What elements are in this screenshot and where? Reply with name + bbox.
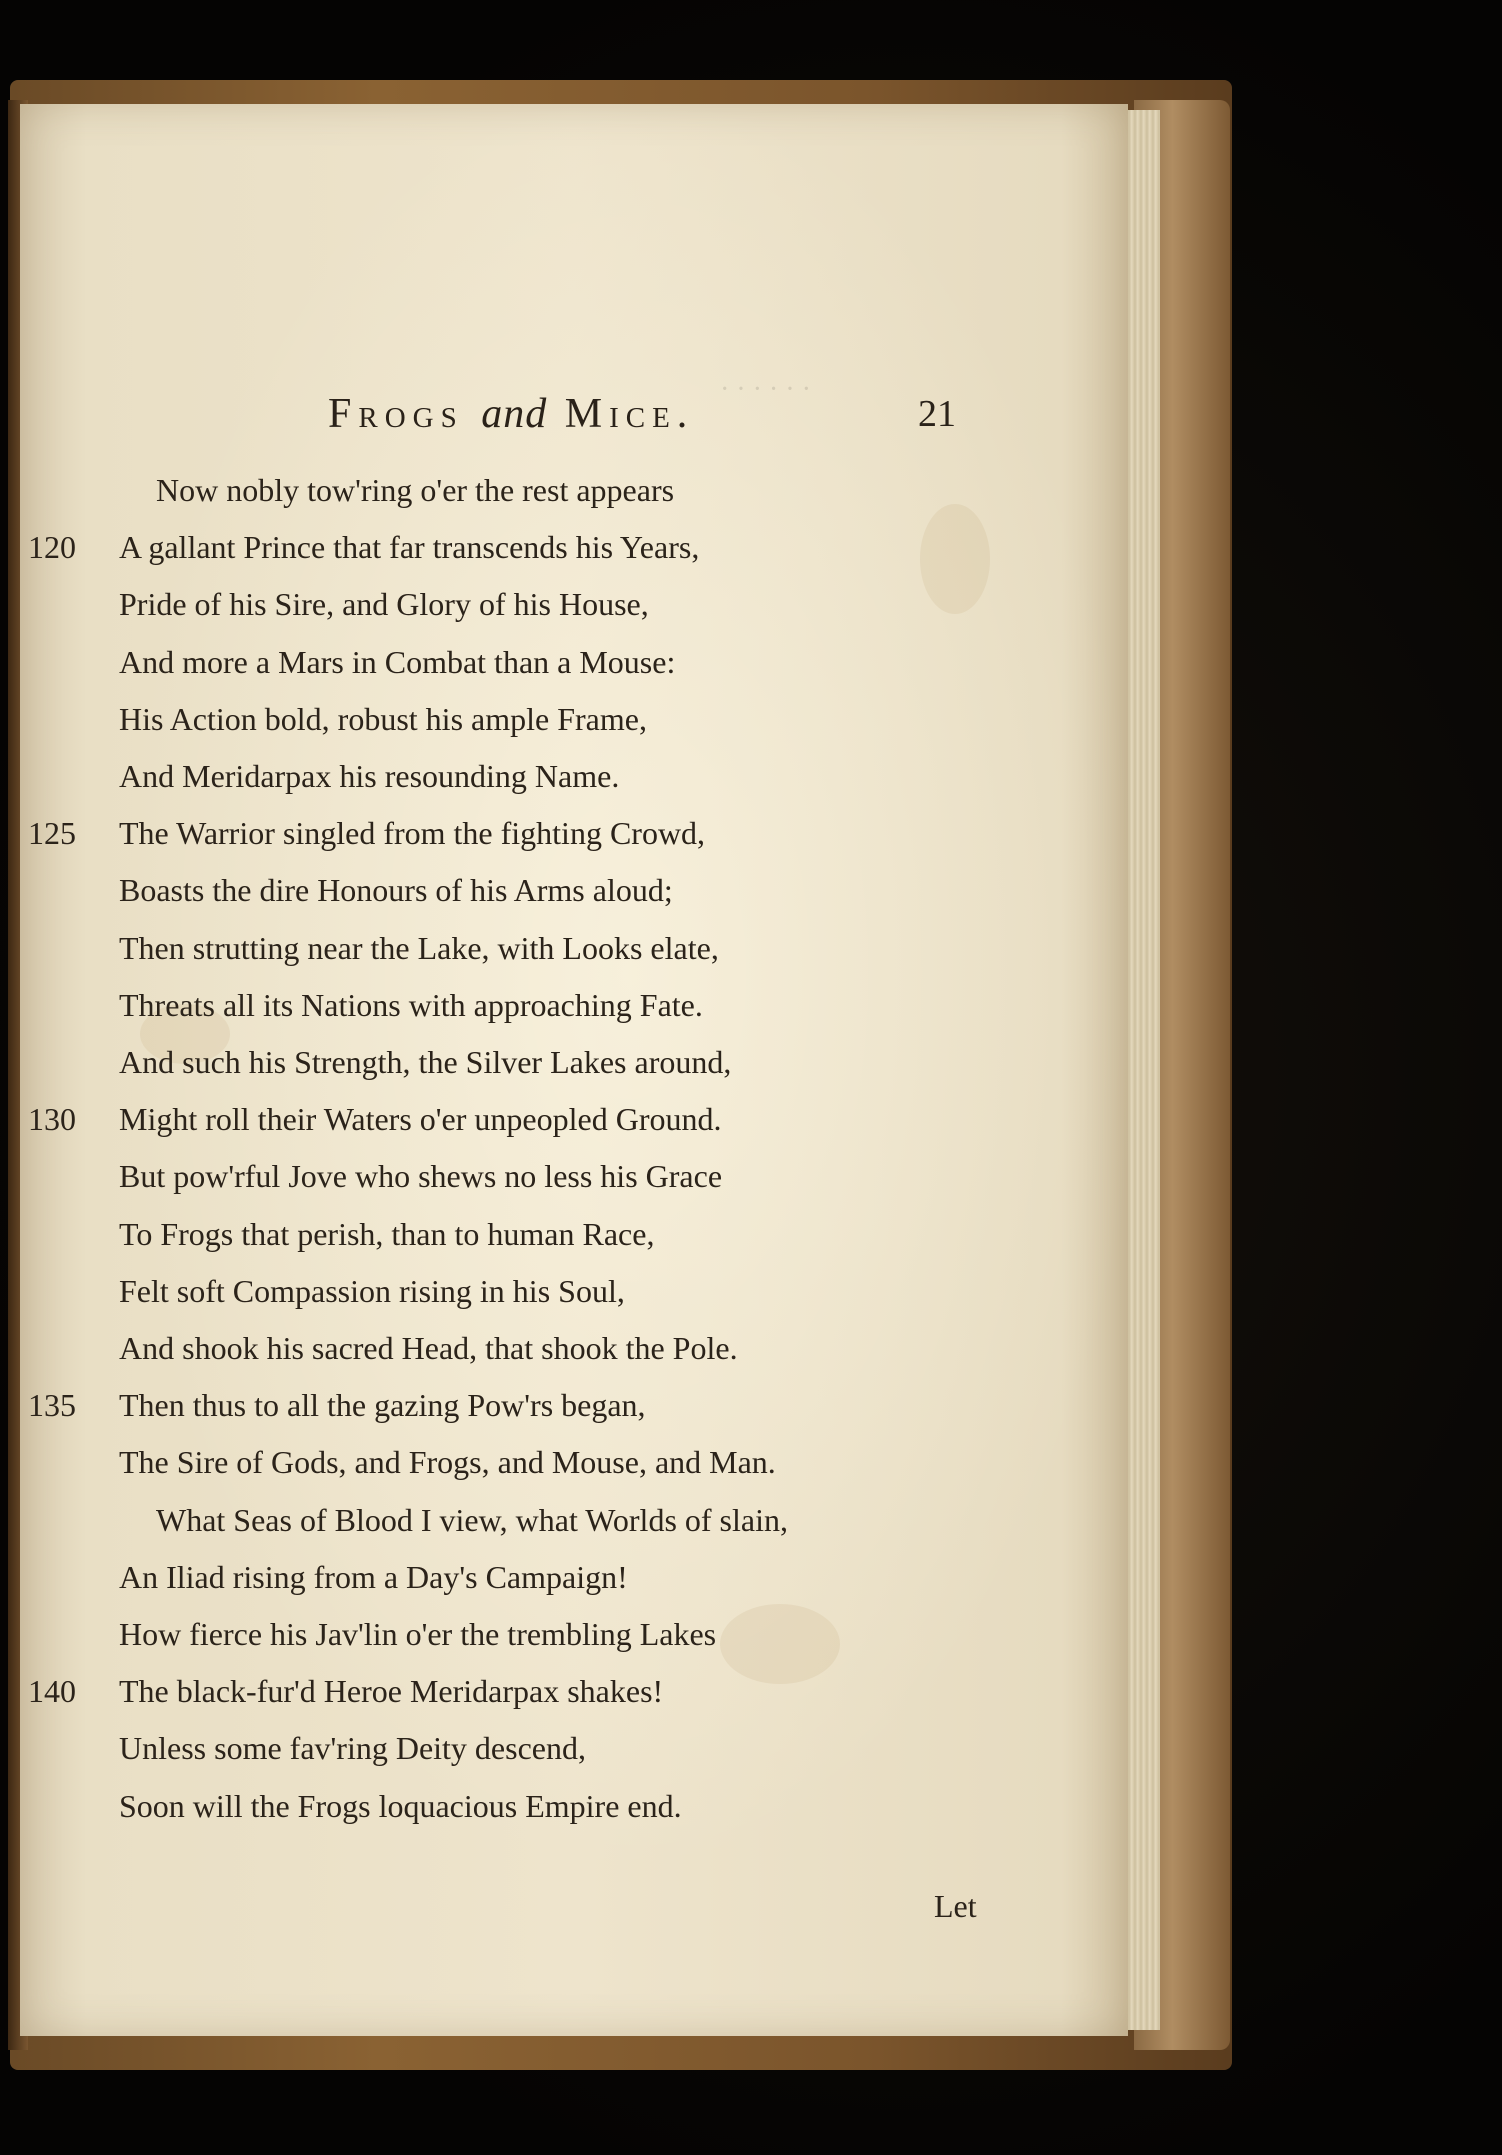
stain	[920, 504, 990, 614]
verse-line: And more a Mars in Combat than a Mouse:	[119, 643, 676, 680]
verse-line: The Sire of Gods, and Frogs, and Mouse, and Man.	[119, 1444, 776, 1481]
verse-line: How fierce his Jav'lin o'er the trembling Lakes	[119, 1616, 717, 1652]
line-number: 135	[28, 1387, 76, 1424]
verse-line: And such his Strength, the Silver Lakes around,	[119, 1044, 732, 1080]
verse-line: Then strutting near the Lake, with Looks elate,	[119, 929, 719, 966]
page-number: 21	[918, 393, 956, 435]
running-head-and: and	[481, 391, 548, 437]
line-number: 125	[28, 815, 76, 852]
verse-line: Now nobly tow'ring o'er the rest appears	[156, 472, 675, 508]
verse-line: An Iliad rising from a Day's Campaign!	[119, 1558, 628, 1595]
verse-line: What Seas of Blood I view, what Worlds of slain,	[156, 1501, 788, 1538]
running-head-mice: Mice.	[564, 391, 695, 437]
running-head-frogs: Frogs	[328, 391, 464, 437]
verse-line: And shook his sacred Head, that shook the Pole.	[119, 1330, 738, 1366]
verse-line: Unless some fav'ring Deity descend,	[119, 1730, 586, 1767]
verse-line: The black-fur'd Heroe Meridarpax shakes!	[119, 1673, 664, 1710]
line-number: 140	[28, 1673, 76, 1710]
verse-line: His Action bold, robust his ample Frame,	[119, 700, 647, 737]
catchword: Let	[934, 1888, 977, 1924]
book-page	[20, 104, 1128, 2036]
verse-line: The Warrior singled from the fighting Crowd,	[119, 815, 706, 852]
running-head	[328, 390, 694, 438]
verse-line: Soon will the Frogs loquacious Empire end.	[119, 1787, 682, 1824]
show-through-text: · · · · · ·	[720, 374, 811, 405]
line-number: 130	[28, 1101, 76, 1138]
verse-line: But pow'rful Jove who shews no less his Grace	[119, 1158, 723, 1195]
line-number: 120	[28, 529, 76, 566]
stain	[720, 1604, 840, 1684]
verse-line: Then thus to all the gazing Pow'rs began,	[119, 1387, 646, 1424]
verse-line: Boasts the dire Honours of his Arms aloud;	[119, 872, 673, 909]
verse-line: And Meridarpax his resounding Name.	[119, 758, 620, 794]
verse-line: To Frogs that perish, than to human Race,	[119, 1215, 655, 1252]
verse-line: Threats all its Nations with approaching Fate.	[119, 986, 703, 1023]
verse-line: Pride of his Sire, and Glory of his House,	[119, 586, 649, 623]
verse-line: Felt soft Compassion rising in his Soul,	[119, 1272, 625, 1309]
verse-line: A gallant Prince that far transcends his Years,	[119, 529, 700, 566]
verse-line: Might roll their Waters o'er unpeopled Ground.	[119, 1101, 722, 1138]
